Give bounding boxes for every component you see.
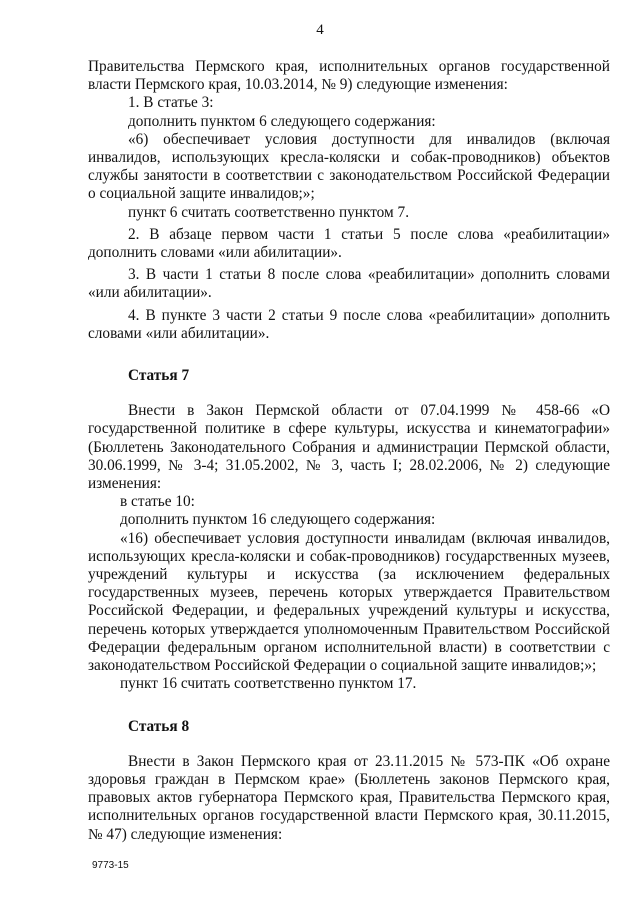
paragraph: Внести в Закон Пермской области от 07.04.1999 № 458-66 «О государственной политике в сфере культуры, искусства и кинематографии» (Бюллетень Законодательного Собрания и администрации Пермской области, 30.06.1999, № 3-4; 31.05.2002, № 3, часть I; 28.02.2006, № 2) следующие изменения:	[88, 402, 610, 493]
document-body	[88, 58, 610, 844]
paragraph: дополнить пунктом 6 следующего содержания:	[128, 112, 436, 130]
document-code: 9773-15	[92, 860, 129, 871]
paragraph: пункт 16 считать соответственно пунктом 17.	[120, 675, 417, 693]
paragraph: 1. В статье 3:	[128, 94, 214, 112]
paragraph: дополнить пунктом 16 следующего содержания:	[120, 511, 436, 529]
article-8-heading: Статья 8	[128, 717, 190, 735]
paragraph: в статье 10:	[120, 493, 195, 511]
paragraph: 2. В абзаце первом части 1 статьи 5 после слова «реабилитации» дополнить словами «или абилитации».	[88, 225, 610, 262]
paragraph: «6) обеспечивает условия доступности для инвалидов (включая инвалидов, использующих кресла-коляски и собак-проводников) объектов службы занятости в соответствии с законодательством Российской Федерации о социальной защите инвалидов;»;	[88, 130, 610, 203]
paragraph: «16) обеспечивает условия доступности инвалидам (включая инвалидов, использующих кресла-коляски и собак-проводников) государственных музеев, учреждений культуры и искусства (за исключением федеральных государственных музеев, перечень которых утверждается Правительством Российской Федерации, и федеральных учреждений культуры и искусства, перечень которых утверждается уполномоченным Правительством Российской Федерации федеральным органом исполнительной власти) в соответствии с законодательством Российской Федерации о социальной защите инвалидов;»;	[88, 529, 610, 675]
paragraph: 4. В пункте 3 части 2 статьи 9 после слова «реабилитации» дополнить словами «или абилитации».	[88, 306, 610, 342]
paragraph: Внести в Закон Пермского края от 23.11.2015 № 573-ПК «Об охране здоровья граждан в Пермском крае» (Бюллетень законов Пермского края, правовых актов губернатора Пермского края, Правительства Пермского края, исполнительных органов государственной власти Пермского края, 30.11.2015, № 47) следующие изменения:	[88, 752, 610, 843]
paragraph: 3. В части 1 статьи 8 после слова «реабилитации» дополнить словами «или абилитации».	[88, 266, 610, 302]
article-7-heading: Статья 7	[128, 367, 190, 385]
paragraph: пункт 6 считать соответственно пунктом 7.	[128, 203, 410, 221]
paragraph: Правительства Пермского края, исполнительных органов государственной власти Пермского края, 10.03.2014, № 9) следующие изменения:	[88, 58, 610, 94]
page-number: 4	[316, 22, 324, 38]
